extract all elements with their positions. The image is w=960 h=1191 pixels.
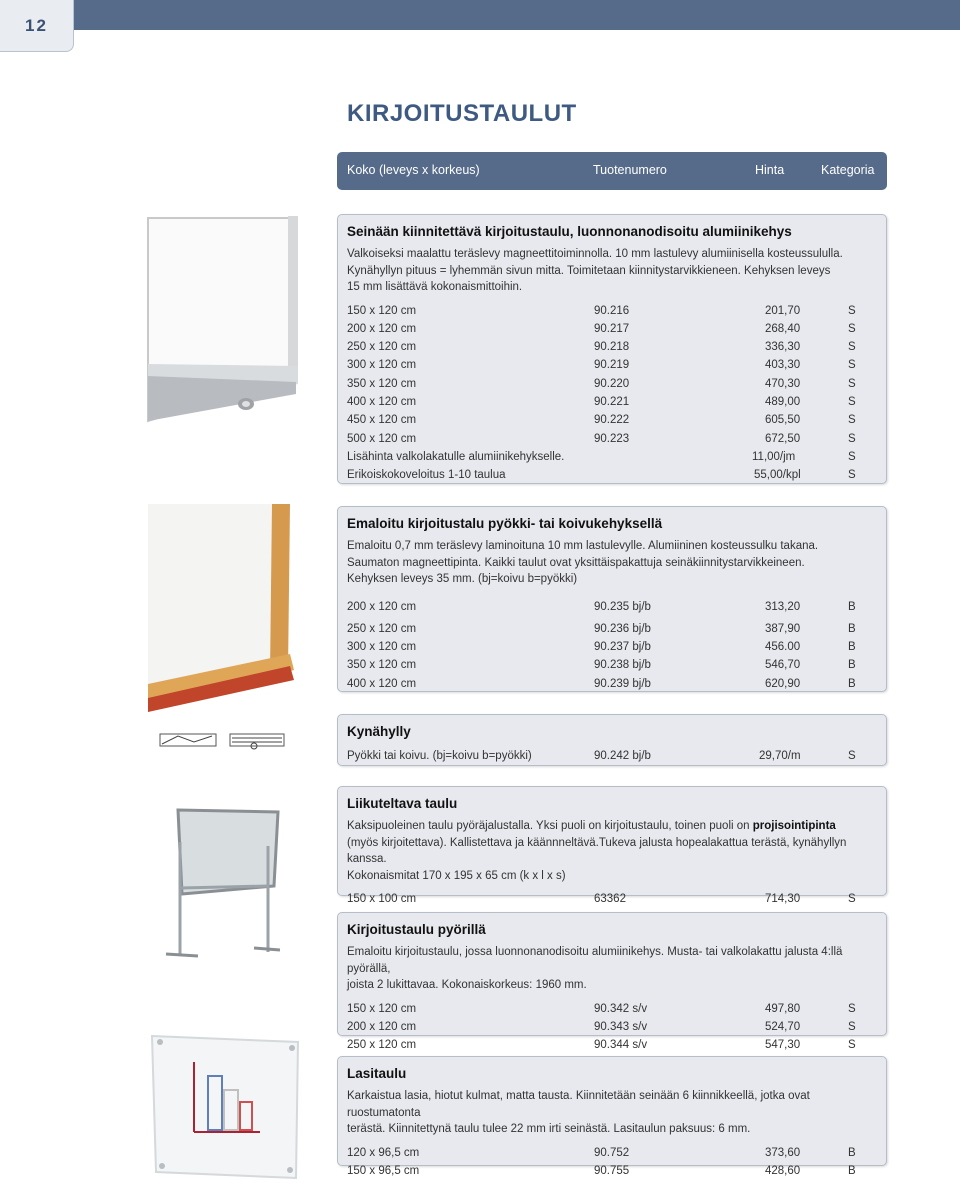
- table-row: 150 x 120 cm 90.216 201,70 S: [347, 304, 856, 317]
- section-wood-frame-whiteboard: [337, 506, 887, 692]
- header-size: Koko (leveys x korkeus): [347, 163, 480, 177]
- table-row: 250 x 120 cm 90.344 s/v 547,30 S: [347, 1039, 856, 1052]
- page-title: KIRJOITUSTAULUT: [347, 100, 577, 127]
- section-heading: Liikuteltava taulu: [347, 796, 458, 811]
- header-price: Hinta: [755, 163, 785, 177]
- table-row: 350 x 120 cm 90.238 bj/b 546,70 B: [347, 659, 856, 672]
- top-bar: [72, 0, 960, 30]
- table-row: 250 x 120 cm 90.218 336,30 S: [347, 341, 856, 354]
- table-row: Erikoiskokoveloitus 1-10 taulua 55,00/kpl S: [347, 469, 856, 482]
- section-pen-tray: [337, 714, 887, 766]
- glass-board-image: [150, 1032, 300, 1182]
- section-mobile-whiteboard: [337, 786, 887, 905]
- mobile-whiteboard-image: [164, 806, 282, 964]
- table-row: 300 x 120 cm 90.237 bj/b 456.00 B: [347, 641, 856, 654]
- table-row: 450 x 120 cm 90.222 605,50 S: [347, 414, 856, 427]
- table-row: 150 x 100 cm 63362 714,30 S: [347, 893, 856, 905]
- whiteboard-wood-frame-image: [148, 504, 294, 712]
- table-row: 150 x 120 cm 90.342 s/v 497,80 S: [347, 1002, 856, 1015]
- table-row: 200 x 120 cm 90.343 s/v 524,70 S: [347, 1020, 856, 1033]
- section-description: Karkaistua lasia, hiotut kulmat, matta tausta. Kiinnitetään seinään 6 kiinnikkeellä, jotka ovat ruostumatonta terästä. Kiinnitettynä taulu tulee 22 mm irti seinästä. Lasitaulun paksuus: 6 mm.: [347, 1090, 810, 1135]
- section-glass-board: [337, 1056, 887, 1177]
- section-description: Kaksipuoleinen taulu pyöräjalustalla. Yksi puoli on kirjoitustaulu, toinen puoli on projisointipinta (myös kirjoitettava). Kallistettava ja käännneltävä.Tukeva jalusta hopealakattua terästä, kynähyllyn kanssa. Kokonaismitat 170 x 195 x 65 cm (k x l x s): [347, 820, 847, 882]
- header-product-number: Tuotenumero: [593, 163, 667, 177]
- section-whiteboard-on-wheels: [337, 912, 887, 1052]
- section-description: Valkoiseksi maalattu teräslevy magneettitoiminnolla. 10 mm lastulevy alumiinisella kosteussululla. Kynähyllyn pituus = lyhemmän sivun mitta. Toimitetaan kiinnitystarvikkieneen. Kehyksen leveys 15 mm lisättävä kokonaismittoihin.: [347, 248, 843, 293]
- table-row: Pyökki tai koivu. (bj=koivu b=pyökki) 90.242 bj/b 29,70/m S: [347, 750, 856, 762]
- header-category: Kategoria: [821, 163, 875, 177]
- section-description: Emaloitu 0,7 mm teräslevy laminoituna 10 mm lastulevylle. Alumiininen kosteussulku takana. Saumaton magneettipinta. Kaikki taulut ovat yksittäispakattuja seinäkiinnitystarvikkeineen. Kehyksen leveys 35 mm. (bj=koivu b=pyökki): [347, 540, 819, 585]
- table-row: 200 x 120 cm 90.217 268,40 S: [347, 322, 856, 335]
- page-number: 12: [0, 0, 74, 52]
- table-header: [337, 152, 887, 190]
- section-description: Emaloitu kirjoitustaulu, jossa luonnonanodisoitu alumiinikehys. Musta- tai valkolakattu jalusta 4:llä pyörällä, joista 2 lukittavaa. Kokonaiskorkeus: 1960 mm.: [347, 946, 843, 991]
- table-row: 350 x 120 cm 90.220 470,30 S: [347, 377, 856, 390]
- table-row: 400 x 120 cm 90.221 489,00 S: [347, 395, 856, 408]
- table-row: 400 x 120 cm 90.239 bj/b 620,90 B: [347, 677, 856, 690]
- table-row: 150 x 96,5 cm 90.755 428,60 B: [347, 1164, 856, 1177]
- table-row: 120 x 96,5 cm 90.752 373,60 B: [347, 1146, 856, 1159]
- table-row: 200 x 120 cm 90.235 bj/b 313,20 B: [347, 600, 856, 613]
- table-row: Lisähinta valkolakatulle alumiinikehykselle. 11,00/jm S: [347, 450, 856, 463]
- section-heading: Kirjoitustaulu pyörillä: [347, 922, 486, 937]
- section-heading: Seinään kiinnitettävä kirjoitustaulu, luonnonanodisoitu alumiinikehys: [347, 224, 792, 239]
- whiteboard-aluminium-frame-image: [146, 216, 298, 424]
- section-heading: Emaloitu kirjoitustalu pyökki- tai koivukehyksellä: [347, 516, 663, 531]
- section-heading: Lasitaulu: [347, 1066, 407, 1081]
- table-row: 250 x 120 cm 90.236 bj/b 387,90 B: [347, 622, 856, 635]
- table-row: 500 x 120 cm 90.223 672,50 S: [347, 432, 856, 445]
- section-heading: Kynähylly: [347, 724, 411, 739]
- section-aluminium-whiteboard: [337, 214, 887, 484]
- table-row: 300 x 120 cm 90.219 403,30 S: [347, 359, 856, 372]
- pen-tray-drawing-image: [158, 730, 286, 752]
